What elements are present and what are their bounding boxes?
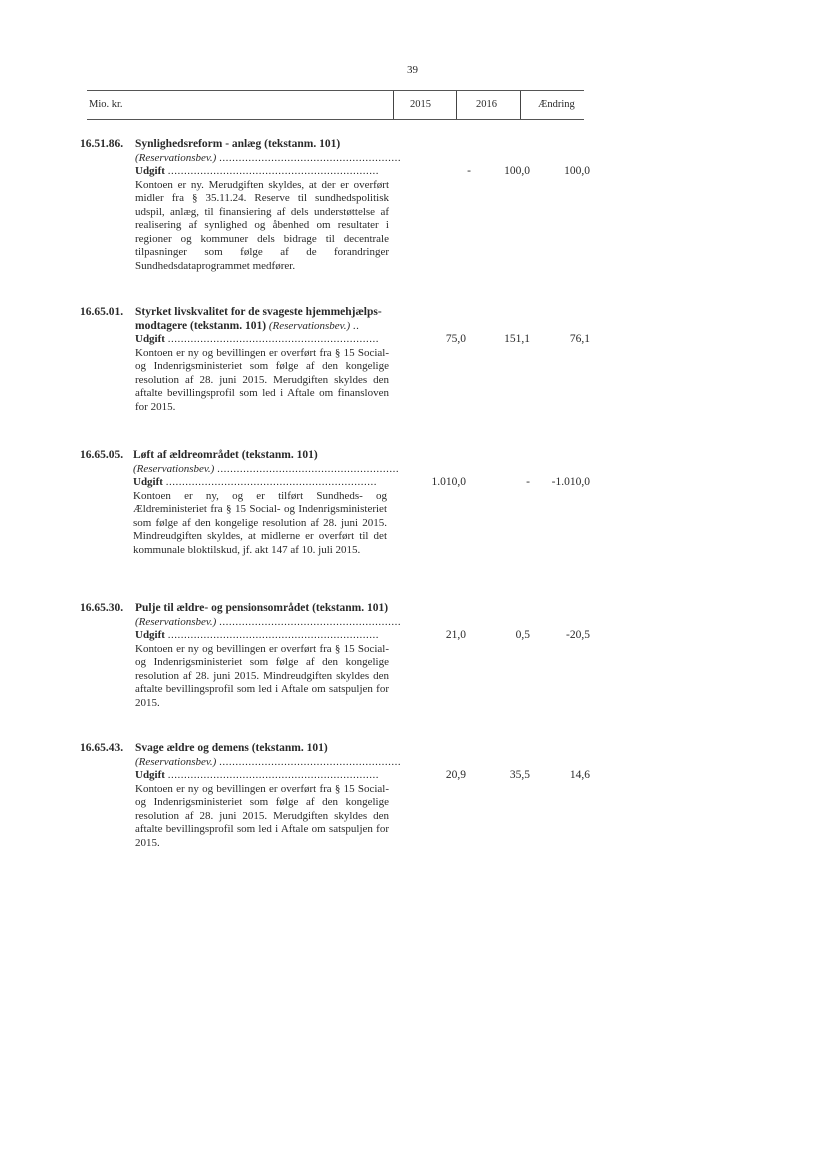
value-change: -20,5 [566,629,590,641]
entry-body [133,449,433,557]
value-2016: 100,0 [504,165,530,177]
udgift-label: Udgift [135,165,165,177]
value-2016: 35,5 [509,769,530,781]
header-divider [456,91,457,119]
account-number: 16.65.30. [80,602,124,614]
leader-dots: ........................................................ [219,755,402,768]
entry-title-cont: modtagere (tekstanm. 101) [135,319,267,332]
entry-title: Løft af ældreområdet (tekstanm. 101) [133,449,318,461]
value-2016: - [526,476,530,488]
leader-dots: ................................................................. [167,629,379,641]
entry-description: Kontoen er ny, og er tilført Sundheds- og Ældreministeriet fra § 15 Social- og Indenrigsministeriet som følge af den kongelige resolution af 28. juni 2015. Mindreudgiften skyldes, at midlerne er overført til det kommunale bloktilskud, jf. akt 147 af 10. juli 2015. [133,489,387,556]
account-number: 16.65.43. [80,742,124,754]
header-unit: Mio. kr. [89,99,123,110]
entry-title: Svage ældre og demens (tekstanm. 101) [135,742,328,754]
leader-dots: ........................................................ [219,151,402,164]
header-change: Ændring [538,99,575,110]
leader-dots: ................................................................. [167,333,379,345]
entry-description: Kontoen er ny og bevillingen er overført fra § 15 Social- og Indenrigsministeriet som følge af den kongelige resolution af 28. juni 2015. Merudgiften skyldes den aftalte bevillingsprofil som led i Aftale om finansloven for 2015. [135,346,389,413]
entry-description: Kontoen er ny. Merudgiften skyldes, at der er overført midler fra § 35.11.24. Reserve til sundhedspolitisk udspil, anlæg, til finansiering af dels understøttelse af realisering af synlighed og åbenhed om resultater i regioner og kommuner dels bidrage til decentrale tilpasninger som følge af de forandringer Sundhedsdataprogrammet medfører. [135,178,389,272]
leader-dots: ................................................................. [167,165,379,177]
entry-body [135,602,435,710]
value-2015: 21,0 [445,629,466,641]
udgift-label: Udgift [133,476,163,488]
value-2015: 20,9 [445,769,466,781]
leader-dots: ........................................................ [217,462,400,475]
account-number: 16.65.05. [80,449,124,461]
value-change: 14,6 [569,769,590,781]
value-2016: 151,1 [504,333,530,345]
leader-dots: .. [352,319,360,332]
account-number: 16.51.86. [80,138,124,150]
reservation-label: (Reservationsbev.) [268,319,351,332]
entry-body [135,742,435,850]
entry-body [135,138,435,273]
udgift-label: Udgift [135,629,165,641]
value-2016: 0,5 [515,629,530,641]
entry-title: Synlighedsreform - anlæg (tekstanm. 101) [135,138,341,150]
reservation-label: (Reservationsbev.) [133,462,215,475]
entry-title: Styrket livskvalitet for de svageste hjemmehjælps- [135,306,382,318]
udgift-label: Udgift [135,333,165,345]
page-number: 39 [407,64,418,76]
entry-description: Kontoen er ny og bevillingen er overført fra § 15 Social- og Indenrigsministeriet som følge af den kongelige resolution af 28. juni 2015. Mindreudgiften skyldes den aftalte bevillingsprofil som led i Aftale om satspuljen for 2015. [135,642,389,709]
header-divider [393,91,394,119]
leader-dots: ........................................................ [219,615,402,628]
reservation-label: (Reservationsbev.) [135,615,217,628]
udgift-label: Udgift [135,769,165,781]
value-change: 100,0 [564,165,590,177]
leader-dots: ................................................................. [165,476,377,488]
value-2015: - [467,165,471,177]
reservation-label: (Reservationsbev.) [135,151,217,164]
leader-dots: ................................................................. [167,769,379,781]
header-divider [520,91,521,119]
account-number: 16.65.01. [80,306,124,318]
entry-body [135,306,435,414]
value-2015: 75,0 [445,333,466,345]
entry-title: Pulje til ældre- og pensionsområdet (tekstanm. 101) [135,602,389,614]
table-header [87,90,584,120]
value-2015: 1.010,0 [431,476,466,488]
entry-description: Kontoen er ny og bevillingen er overført fra § 15 Social- og Indenrigsministeriet som følge af den kongelige resolution af 28. juni 2015. Merudgiften skyldes den aftalte bevillingsprofil som led i Aftale om satspuljen for 2015. [135,782,389,849]
value-change: -1.010,0 [551,476,590,488]
value-change: 76,1 [569,333,590,345]
header-2015: 2015 [410,99,431,110]
header-2016: 2016 [476,99,497,110]
reservation-label: (Reservationsbev.) [135,755,217,768]
